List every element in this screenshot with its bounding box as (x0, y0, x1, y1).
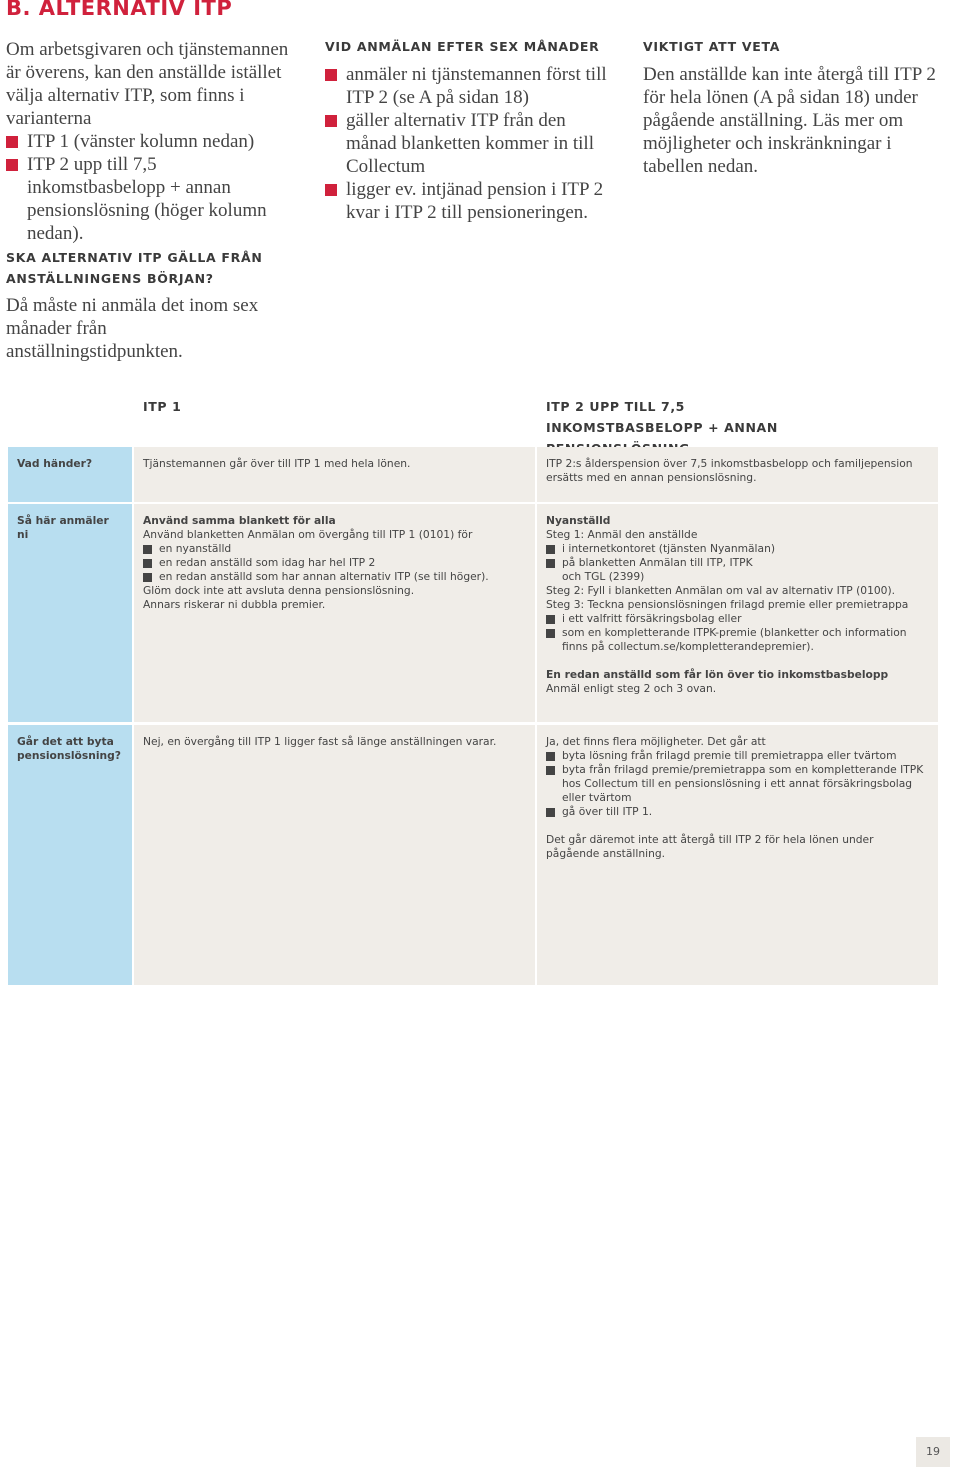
intro-text: Om arbetsgivaren och tjänstemannen är överens, kan den anställde istället välja alternativ ITP, som finns i varianterna (6, 39, 289, 129)
intro-column (6, 38, 298, 245)
table-cell (134, 504, 535, 722)
cell-title: Använd samma blankett för alla (143, 514, 336, 527)
page-number: 19 (916, 1437, 950, 1467)
intro-bullet: ITP 1 (vänster kolumn nedan) (6, 130, 298, 153)
list-item: byta lösning från frilagd premie till premietrappa eller tvärtom (546, 749, 929, 763)
list-item: i ett valfritt försäkringsbolag eller (546, 612, 929, 626)
section-heading: VIKTIGT ATT VETA (643, 39, 781, 54)
cell-text: och TGL (2399) (562, 570, 645, 583)
cell-text: Ja, det finns flera möjligheter. Det går att (546, 735, 766, 748)
list-item: en redan anställd som idag har hel ITP 2 (143, 556, 526, 570)
list-item: anmäler ni tjänstemannen först till ITP 2 (se A på sidan 18) (325, 63, 620, 109)
cell-title: Nyanställd (546, 514, 611, 527)
list-item: gäller alternativ ITP från den månad blanketten kommer in till Collectum (325, 109, 620, 178)
cell-title: En redan anställd som får lön över tio inkomstbasbelopp (546, 668, 889, 681)
table-cell (537, 447, 938, 502)
row-label (8, 725, 132, 985)
start-section (6, 247, 276, 363)
list-item: byta från frilagd premie/premietrappa som en kompletterande ITPK hos Collectum till en pensionslösning i ett annat försäkringsbolag eller tvärtom (546, 763, 929, 805)
table-cell (537, 725, 938, 985)
table-col2-header: ITP 2 UPP TILL 7,5 INKOMSTBASBELOPP + ANNAN (546, 399, 778, 435)
cell-text: Använd blanketten Anmälan om övergång till ITP 1 (0101) för (143, 528, 473, 541)
section-heading: VID ANMÄLAN EFTER SEX MÅNADER (325, 39, 600, 54)
list-item: ligger ev. intjänad pension i ITP 2 kvar i ITP 2 till pensioneringen. (325, 178, 620, 224)
table-cell (134, 447, 535, 502)
six-months-column (325, 36, 620, 224)
section-heading: SKA ALTERNATIV ITP GÄLLA FRÅN ANSTÄLLNINGENS BÖRJAN? (6, 250, 263, 286)
list-item: på blanketten Anmälan till ITP, ITPK (546, 556, 929, 570)
cell-text: Det går däremot inte att återgå till ITP 2 för hela lönen under pågående anställning. (546, 833, 874, 860)
start-text: Då måste ni anmäla det inom sex månader från anställningstidpunkten. (6, 295, 259, 362)
list-item: en nyanställd (143, 542, 526, 556)
cell-text: Anmäl enligt steg 2 och 3 ovan. (546, 682, 717, 695)
cell-text: Steg 3: Teckna pensionslösningen frilagd premie eller premietrappa (546, 598, 909, 611)
important-column (643, 36, 943, 178)
table-cell (537, 504, 938, 722)
table-col1-header: ITP 1 (143, 399, 182, 414)
cell-text: Nej, en övergång till ITP 1 ligger fast så länge anställningen varar. (143, 735, 497, 748)
list-item: gå över till ITP 1. (546, 805, 929, 819)
important-text: Den anställde kan inte återgå till ITP 2 för hela lönen (A på sidan 18) under pågående anställning. Läs mer om möjligheter och inskränkningar i tabellen nedan. (643, 64, 936, 177)
list-item: som en kompletterande ITPK-premie (blanketter och information finns på collectum.se/kompletterandepremier). (546, 626, 929, 654)
cell-text: Tjänstemannen går över till ITP 1 med hela lönen. (143, 457, 411, 470)
row-label-text: Så här anmäler ni (17, 514, 109, 541)
row-label-text: Går det att byta pensionslösning? (17, 735, 121, 762)
table-cell (134, 725, 535, 985)
list-item: i internetkontoret (tjänsten Nyanmälan) (546, 542, 929, 556)
row-label (8, 504, 132, 722)
cell-text: ITP 2:s ålderspension över 7,5 inkomstbasbelopp och familjepension ersätts med en annan pensionslösning. (546, 457, 913, 484)
cell-text: Steg 1: Anmäl den anställde (546, 528, 698, 541)
row-label-text: Vad händer? (17, 457, 93, 470)
page-title: B. ALTERNATIV ITP (6, 0, 233, 20)
intro-bullet: ITP 2 upp till 7,5 inkomstbasbelopp + annan pensionslösning (höger kolumn nedan). (6, 153, 298, 245)
cell-text: Steg 2: Fyll i blanketten Anmälan om val av alternativ ITP (0100). (546, 584, 896, 597)
cell-text: Annars riskerar ni dubbla premier. (143, 598, 326, 611)
list-item: en redan anställd som har annan alternativ ITP (se till höger). (143, 570, 526, 584)
cell-text: Glöm dock inte att avsluta denna pensionslösning. (143, 584, 415, 597)
row-label (8, 447, 132, 502)
